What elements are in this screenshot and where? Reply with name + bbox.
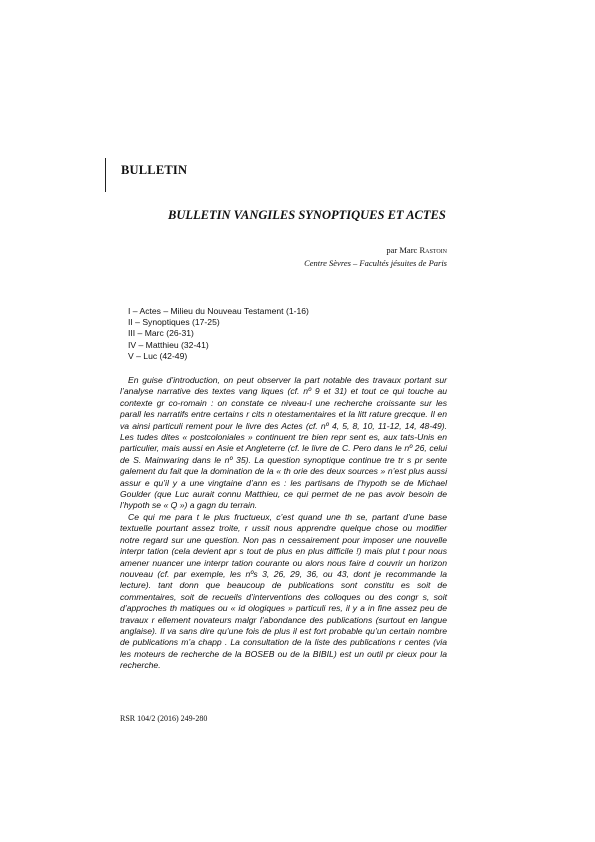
margin-rule — [105, 158, 106, 192]
article-body — [120, 375, 447, 672]
toc-item: I – Actes – Milieu du Nouveau Testament (1-16) — [128, 306, 309, 316]
toc-item: IV – Matthieu (32-41) — [128, 339, 209, 350]
toc-item: II – Synoptiques (17-25) — [128, 317, 220, 328]
author-line — [304, 244, 447, 257]
author-surname: Rastoin — [419, 245, 447, 255]
byline — [304, 244, 447, 270]
toc-item: V – Luc (42-49) — [128, 350, 188, 361]
author-prefix: par Marc — [386, 245, 420, 255]
body-paragraph: En guise d’introduction, on peut observer la part notable des travaux portant sur l’analyse narrative des textes vang liques (cf. nº 9 et 31) et tout ce qui touche au contexte gr co-romain : on constate ce niveau-l une recherche croissante sur les parall les narratifs entre certains r cits n otestamentaires et la litt rature grecque. Il en va ainsi particuli rement pour le livre des Actes (cf. nº 4, 5, 8, 10, 11-12, 14, 48-49). Les tudes dites « postcoloniales » continuent tre bien repr sent es, aux tats-Unis en particulier, mais aussi en Asie et Angleterre (cf. le livre de C. Pero dans le nº 26, celui de S. Mainwaring dans le nº 35). La question synoptique continue tre tr s pr sente galement du fait que la domination de la « th orie des deux sources » n’est plus aussi assur e qu’il y a une vingtaine d’ann es : les partisans de l’hypoth se de Michael Goulder (que Luc aurait connu Matthieu, ce qui permet de ne pas avoir besoin de l’hypoth se « Q ») a gagn du terrain. — [120, 375, 447, 511]
body-paragraph: Ce qui me para t le plus fructueux, c’est quand une th se, partant d’une base textuelle pourtant assez troite, r ussit nous apprendre quelque chose ou modifier notre regard sur une question. Non pas n cessairement pour imposer une nouvelle interpr tation (cela devient apr s tout de plus en plus difficile !) mais plut t pour nous amener nuancer une interpr tation courante ou alors nous faire d couvrir un horizon nouveau (cf. par exemple, les nºs 3, 26, 29, 36, ou 43, dont je recommande la lecture). tant donn que beaucoup de publications sont constitu es soit de commentaires, soit de recueils d’interventions des colloques ou des congr s, soit d’approches th matiques ou « id ologiques » particuli res, il y a in fine assez peu de travaux r ellement novateurs malgr l’abondance des publications (surtout en langue anglaise). Il va sans dire qu’une fois de plus il est fort probable qu’un certain nombre de publications m’a chapp . La consultation de la liste des publications r centes (via les moteurs de recherche de la BOSEB ou de la BIBIL) est un outil pr cieux pour la recherche. — [120, 511, 447, 671]
article-title: BULLETIN VANGILES SYNOPTIQUES ET ACTES — [168, 208, 446, 222]
section-label: BULLETIN — [121, 163, 188, 177]
table-of-contents — [128, 306, 468, 362]
toc-item: III – Marc (26-31) — [128, 328, 194, 339]
affiliation: Centre Sèvres – Facultés jésuites de Paris — [304, 258, 447, 268]
journal-citation: RSR 104/2 (2016) 249-280 — [120, 714, 208, 723]
